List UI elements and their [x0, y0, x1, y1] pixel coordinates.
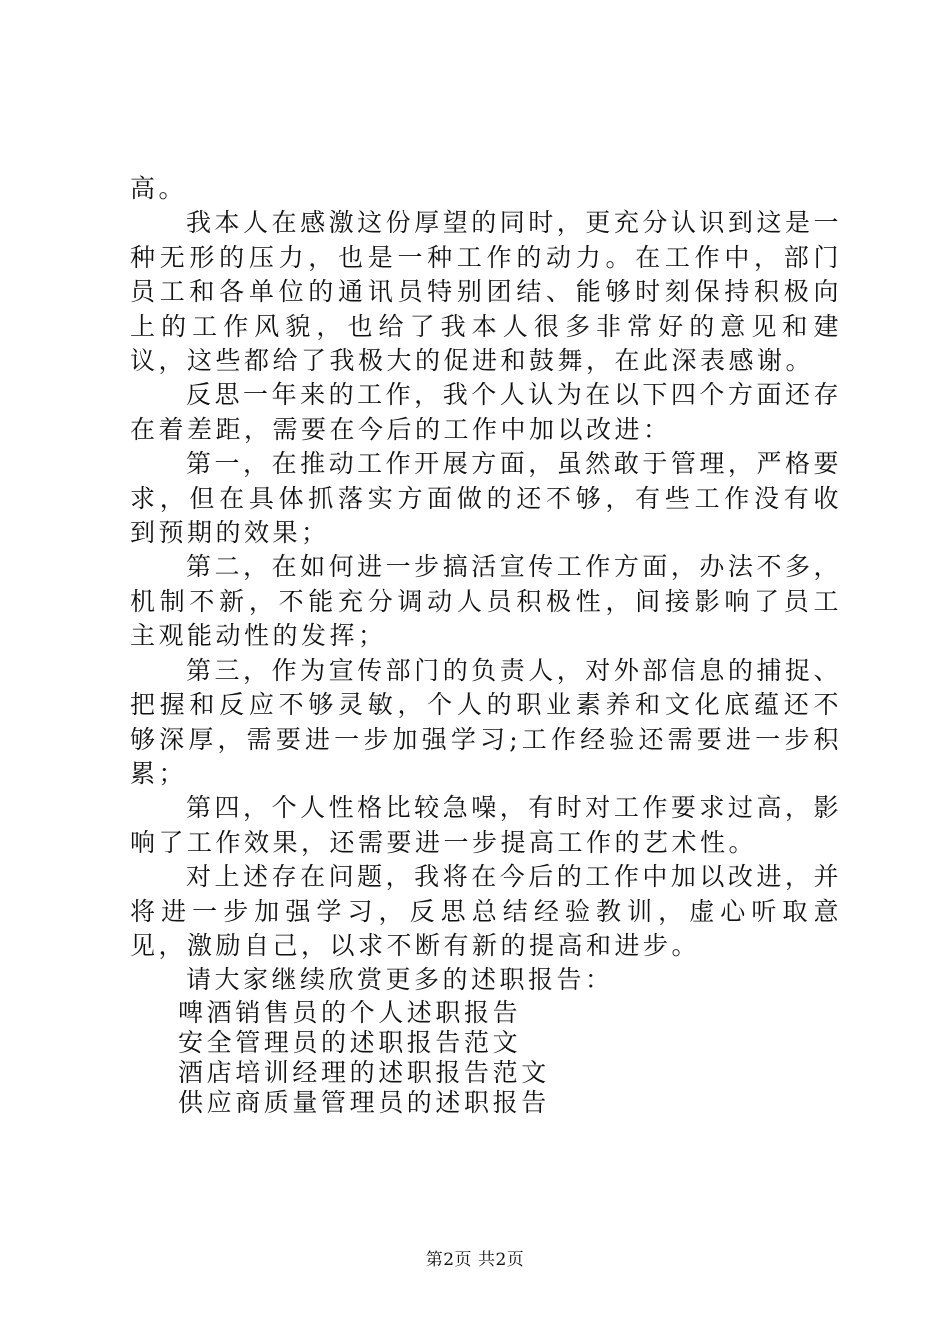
paragraph-continuation: 高。 [130, 174, 188, 203]
paragraph-point-2: 第二，在如何进一步搞活宣传工作方面，办法不多，机制不新，不能充分调动人员积极性，间接影响了员工主观能动性的发挥； [130, 552, 842, 651]
paragraph-point-1: 第一，在推动工作开展方面，虽然敢于管理，严格要求，但在具体抓落实方面做的还不够，有些工作没有收到预期的效果； [130, 449, 842, 548]
document-body [130, 172, 842, 1118]
paragraph-point-4: 第四，个人性格比较急噪，有时对工作要求过高，影响了工作效果，还需要进一步提高工作的艺术性。 [130, 793, 842, 857]
related-report-link-1[interactable]: 啤酒销售员的个人述职报告 [178, 997, 522, 1027]
paragraph-gratitude: 我本人在感激这份厚望的同时，更充分认识到这是一种无形的压力，也是一种工作的动力。在工作中，部门员工和各单位的通讯员特别团结、能够时刻保持积极向上的工作风貌，也给了我本人很多非常好的意见和建议，这些都给了我极大的促进和鼓舞，在此深表感谢。 [130, 208, 842, 376]
paragraph-conclusion: 对上述存在问题，我将在今后的工作中加以改进，并将进一步加强学习，反思总结经验教训，虚心听取意见，激励自己，以求不断有新的提高和进步。 [130, 862, 842, 960]
paragraph-more-reports-intro: 请大家继续欣赏更多的述职报告： [186, 965, 614, 995]
related-report-link-2[interactable]: 安全管理员的述职报告范文 [178, 1027, 522, 1057]
paragraph-point-3: 第三，作为宣传部门的负责人，对外部信息的捕捉、把握和反应不够灵敏，个人的职业素养和文化底蕴还不够深厚，需要进一步加强学习;工作经验还需要进一步积累； [130, 655, 842, 788]
page-number-footer: 第2页 共2页 [425, 1250, 525, 1270]
related-report-link-4[interactable]: 供应商质量管理员的述职报告 [178, 1087, 550, 1117]
related-report-link-3[interactable]: 酒店培训经理的述职报告范文 [178, 1057, 550, 1087]
paragraph-reflection-intro: 反思一年来的工作，我个人认为在以下四个方面还存在着差距，需要在今后的工作中加以改进： [130, 380, 842, 444]
